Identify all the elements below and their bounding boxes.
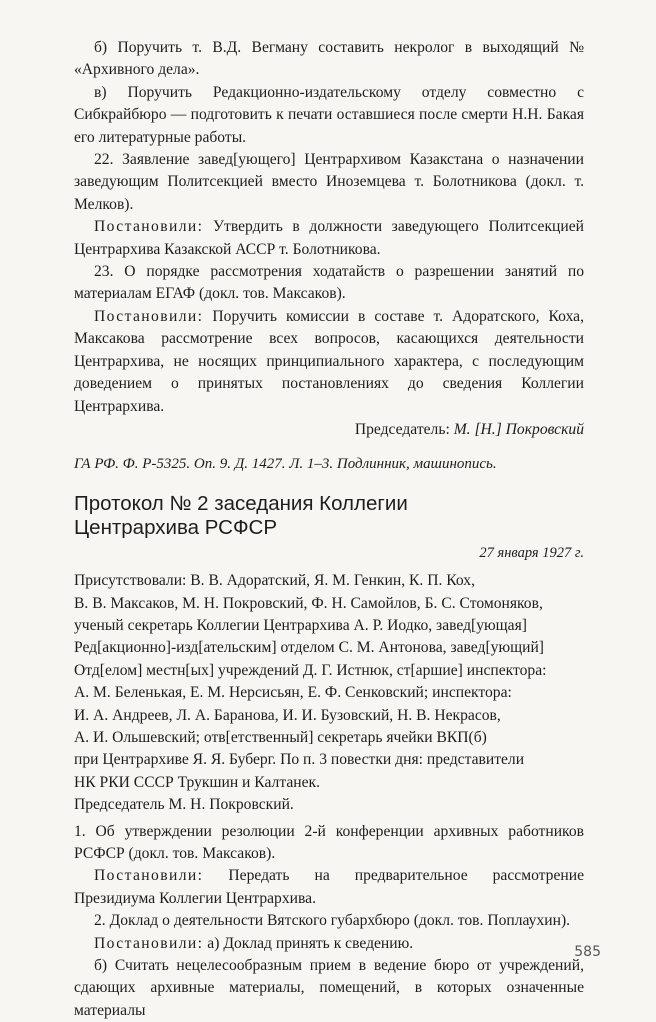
attendees-line: В. В. Максаков, М. Н. Покровский, Ф. Н. Самойлов, Б. С. Стомоняков, — [74, 594, 543, 612]
signature — [74, 419, 584, 441]
attendees-line: ученый секретарь Коллегии Центрархива А. Р. Иодко, завед[ующая] — [74, 616, 527, 634]
attendees-line: Отд[елом] местн[ых] учреждений Д. Г. Истнюк, ст[аршие] инспектора: — [74, 661, 547, 679]
attendees-line: Присутствовали: В. В. Адоратский, Я. М. Генкин, К. П. Кох, — [74, 572, 475, 590]
paragraph: 2. Доклад о деятельности Вятского губархбюро (докл. тов. Поплаухин). — [94, 912, 571, 930]
protocol-date: 27 января 1927 г. — [479, 544, 584, 561]
paragraph: б) Считать нецелесообразным прием в ведение бюро от учреждений, сдающих архивные материалы, помещений, в которых означенные материалы — [74, 957, 584, 1019]
resolution-label: Постановили: — [94, 867, 204, 885]
document-body — [74, 37, 584, 1022]
archival-source: ГА РФ. Ф. Р-5325. Оп. 9. Д. 1427. Л. 1–3. Подлинник, машинопись. — [74, 456, 497, 473]
attendees-list — [74, 570, 584, 816]
resolution — [74, 865, 584, 910]
resolution-label: Постановили: — [94, 934, 204, 952]
paragraph: 1. Об утверждении резолюции 2-й конференции архивных работников РСФСР (докл. тов. Максаков). — [74, 822, 584, 862]
attendees-line: А. И. Ольшевский; отв[етственный] секретарь ячейки ВКП(б) — [74, 728, 487, 746]
section-title — [74, 492, 584, 540]
paragraph: в) Поручить Редакционно-издательскому отделу совместно с Сибкрайбюро — подготовить к печати оставшиеся после смерти Н.Н. Бакая его литературные работы. — [74, 83, 584, 146]
paragraph: б) Поручить т. В.Д. Вегману составить некролог в выходящий № «Архивного дела». — [74, 39, 584, 79]
attendees-line: при Центрархиве Я. Я. Буберг. По п. 3 повестки дня: представители — [74, 751, 525, 769]
attendees-line: Ред[акционно]-изд[ательским] отделом С. М. Антонова, завед[ующий] — [74, 639, 544, 657]
resolution — [74, 306, 584, 418]
paragraph: 22. Заявление завед[ующего] Центрархивом Казакстана о назначении заведующим Политсекцией вместо Иноземцева т. Болотникова (докл. т. Мелков). — [74, 151, 584, 213]
signature-name: М. [Н.] Покровский — [453, 420, 584, 438]
paragraph: 23. О порядке рассмотрения ходатайств о разрешении занятий по материалам ЕГАФ (докл. тов. Максаков). — [74, 263, 584, 303]
resolution-label: Постановили: — [94, 307, 204, 325]
resolution — [74, 933, 584, 955]
resolution-text: Поручить комиссии в составе т. Адоратского, Коха, Максакова рассмотрение всех вопросов, касающихся деятельности Центрархива, не носящих принципиального характера, с последующим доведением о принятых постановлениях до сведения Коллегии Центрархива. — [74, 307, 584, 415]
attendees-line: А. М. Беленькая, Е. М. Нерсисьян, Е. Ф. Сенковский; инспектора: — [74, 684, 512, 702]
chair-line: Председатель М. Н. Покровский. — [74, 796, 294, 814]
resolution-label: Постановили: — [94, 218, 204, 236]
signature-label: Председатель: — [354, 420, 454, 438]
page-number: 585 — [574, 944, 601, 960]
title-line: Протокол № 2 заседания Коллегии — [74, 491, 408, 515]
resolution-text: а) Доклад принять к сведению. — [203, 934, 414, 952]
attendees-line: НК РКИ СССР Трукшин и Калтанек. — [74, 773, 321, 791]
resolution-text: Передать на предварительное рассмотрение Президиума Коллегии Центрархива. — [74, 867, 584, 907]
resolution-text: Утвердить в должности заведующего Политсекцией Центрархива Казакской АССР т. Болотникова. — [74, 218, 584, 258]
attendees-line: И. А. Андреев, Л. А. Баранова, И. И. Бузовский, Н. В. Некрасов, — [74, 706, 501, 724]
title-line: Центрархива РСФСР — [74, 515, 278, 539]
resolution — [74, 216, 584, 261]
